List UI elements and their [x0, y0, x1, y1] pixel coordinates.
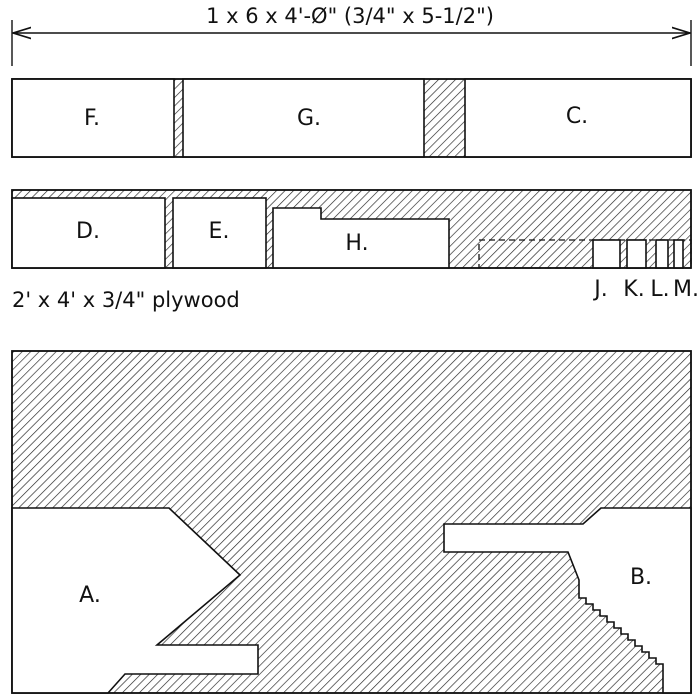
piece-g-label: G. — [296, 106, 322, 131]
piece-k-label: K. — [623, 277, 645, 302]
piece-e-label: E. — [208, 219, 230, 244]
piece-f-label: F. — [83, 106, 101, 131]
piece-a-label: A. — [79, 583, 101, 608]
plywood-sheet — [12, 351, 691, 693]
board-2 — [12, 190, 699, 302]
plywood-title: 2' x 4' x 3/4" plywood — [12, 288, 240, 312]
piece-l — [656, 240, 668, 268]
piece-m-label: M. — [673, 277, 699, 302]
board-dimension-label: 1 x 6 x 4'-Ø" (3/4" x 5-1/2") — [206, 4, 494, 28]
piece-j — [593, 240, 620, 268]
piece-k — [627, 240, 646, 268]
piece-j-label: J. — [594, 277, 608, 302]
piece-l-label: L. — [650, 277, 670, 302]
piece-h-label: H. — [345, 231, 369, 256]
piece-b-label: B. — [629, 565, 653, 590]
board-1 — [12, 79, 691, 157]
piece-m — [674, 240, 683, 268]
piece-c-label: C. — [565, 104, 589, 129]
dimension-line — [12, 2, 691, 66]
piece-d-label: D. — [76, 219, 100, 244]
